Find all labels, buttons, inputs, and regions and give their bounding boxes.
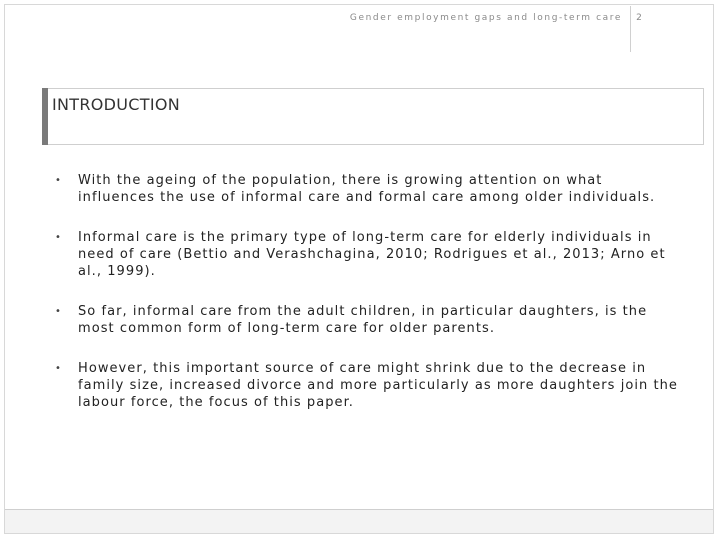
page-number: 2 <box>636 13 642 23</box>
slide-title: INTRODUCTION <box>52 95 181 114</box>
header-divider <box>630 6 631 52</box>
bullet-text: Informal care is the primary type of long-term care for elderly individuals in need of care (Bettio and Verashchagina, 2010; Rodrigues et al., 2013; Arno et al., 1999). <box>78 230 666 279</box>
bullet-text: So far, informal care from the adult children, in particular daughters, is the most common form of long-term care for older parents. <box>78 304 648 336</box>
bullet-text: With the ageing of the population, there is growing attention on what influences the use of informal care and formal care among older individuals. <box>78 173 656 205</box>
bullet-icon: • <box>55 175 62 186</box>
bullet-icon: • <box>55 306 62 317</box>
footer-bar <box>5 510 713 533</box>
bullet-text: However, this important source of care might shrink due to the decrease in family size, increased divorce and more particularly as more daughters join the labour force, the focus of this paper. <box>78 361 678 410</box>
title-accent-bar <box>42 88 48 145</box>
running-header-title: Gender employment gaps and long-term care <box>349 13 622 23</box>
bullet-icon: • <box>55 363 62 374</box>
bullet-icon: • <box>55 232 62 243</box>
